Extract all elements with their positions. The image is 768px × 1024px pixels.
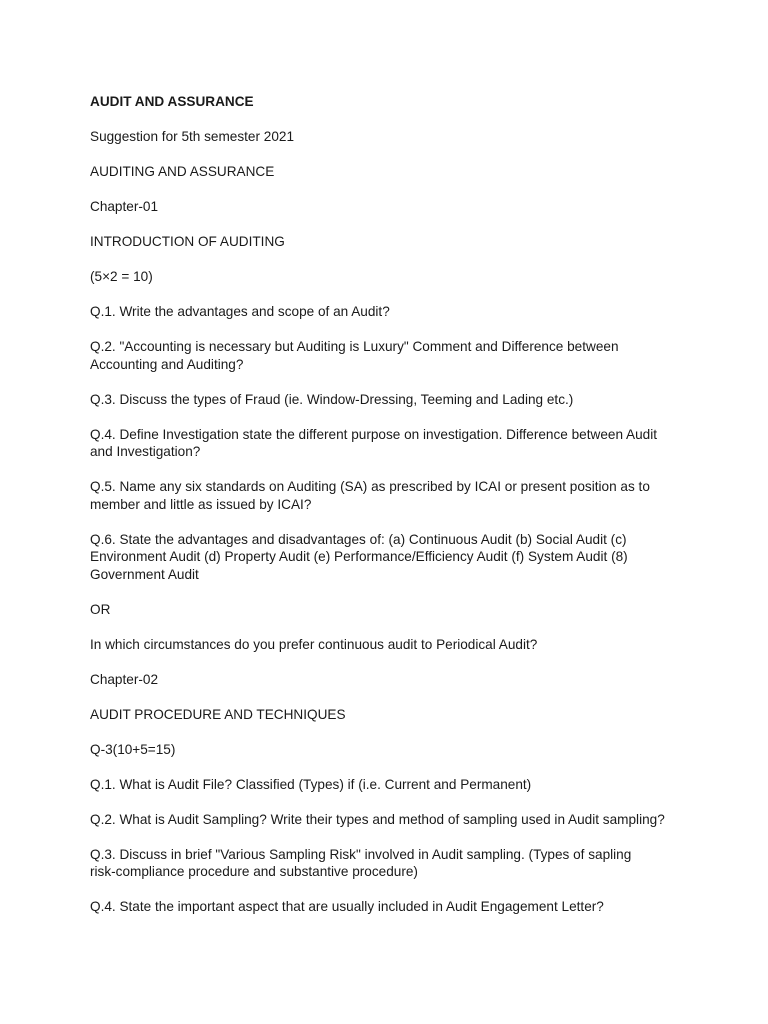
question: Q.1. Write the advantages and scope of an Audit?	[90, 304, 390, 319]
chapter-heading: AUDIT PROCEDURE AND TECHNIQUES	[90, 706, 346, 722]
chapter-heading: INTRODUCTION OF AUDITING	[90, 234, 285, 249]
marks-scheme: Q-3(10+5=15)	[90, 741, 176, 757]
question: Q.1. What is Audit File? Classified (Types) if (i.e. Current and Permanent)	[90, 776, 532, 792]
question: Q.6. State the advantages and disadvantages of: (a) Continuous Audit (b) Social Audit (c) Environment Audit (d) Property Audit (e) Performance/Efficiency Audit (f) System Audit (8) Government Audit	[90, 531, 628, 582]
marks-scheme: (5×2 = 10)	[90, 269, 153, 284]
question: Q.3. Discuss in brief "Various Sampling Risk" involved in Audit sampling. (Types of sapling risk-compliance procedure and substantive procedure)	[90, 846, 632, 879]
question: Q.2. "Accounting is necessary but Auditing is Luxury" Comment and Difference between Accounting and Auditing?	[90, 339, 619, 372]
question: Q.5. Name any six standards on Auditing (SA) as prescribed by ICAI or present position as to member and little as issued by ICAI?	[90, 479, 650, 512]
chapter-label: Chapter-01	[90, 199, 159, 214]
question: Q.3. Discuss the types of Fraud (ie. Window-Dressing, Teeming and Lading etc.)	[90, 391, 574, 407]
question: Q.4. State the important aspect that are usually included in Audit Engagement Letter?	[90, 899, 604, 914]
chapter-label: Chapter-02	[90, 671, 159, 687]
alternative-question: In which circumstances do you prefer continuous audit to Periodical Audit?	[90, 636, 538, 652]
or-separator: OR	[90, 601, 111, 617]
document-title: AUDIT AND ASSURANCE	[90, 94, 254, 109]
subject-heading: AUDITING AND ASSURANCE	[90, 164, 275, 179]
document-subtitle: Suggestion for 5th semester 2021	[90, 129, 295, 144]
question: Q.4. Define Investigation state the different purpose on investigation. Difference between Audit and Investigation?	[90, 426, 658, 459]
document-page	[90, 93, 690, 933]
question: Q.2. What is Audit Sampling? Write their types and method of sampling used in Audit sampling?	[90, 811, 665, 827]
